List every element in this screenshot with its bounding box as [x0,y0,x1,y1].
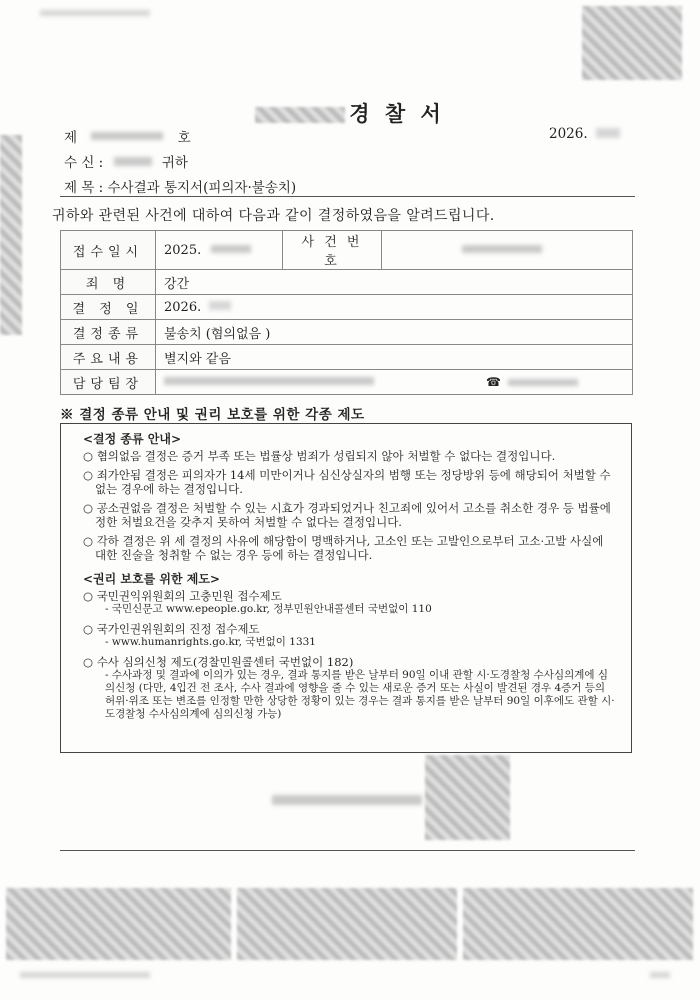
label-team-leader: 담당팀장 [61,370,156,395]
list-item: ○ 수사 심의신청 제도(경찰민원콜센터 국번없이 182) [83,655,615,669]
redacted-footer-block-3 [463,888,693,960]
list-item-detail: - www.humanrights.go.kr, 국번없이 1331 [105,636,316,648]
list-item: ○ 혐의없음 결정은 증거 부족 또는 법률상 범죄가 성립되지 않아 처벌할 수 없다는 결정입니다. [83,449,615,463]
document-date: 2026. [549,126,620,142]
guide-box [60,423,632,753]
label-case-number: 사 건 번 호 [283,231,382,270]
redacted-seal [425,755,510,840]
list-item: ○ 국민권익위원회의 고충민원 접수제도 [83,589,615,603]
value-case-number [382,231,633,270]
section1-title: <결정 종류 안내> [83,432,182,446]
table-row [61,345,633,370]
table-row [61,295,633,320]
redacted-side-strip [0,135,22,335]
list-item: ○ 국가인권위원회의 진정 접수제도 [83,622,615,636]
guide-heading: ※ 결정 종류 안내 및 권리 보호를 위한 각종 제도 [60,407,365,423]
redacted-team-leader [164,377,374,385]
list-item-detail: - 국민신문고 www.epeople.go.kr, 정부민원안내콜센터 국번없이 110 [105,603,432,615]
table-row [61,320,633,345]
redacted-case-number [462,245,542,253]
value-team-leader [156,370,633,395]
redacted-stamp-top [582,6,682,80]
redacted-phone [508,379,578,386]
table-row [61,370,633,395]
document-number: 제 호 [64,130,191,146]
document-title: 경 찰 서 [349,101,445,126]
title-row [0,98,700,128]
value-charge: 강간 [156,270,633,295]
section2-title: <권리 보호를 위한 제도> [83,572,220,586]
subject-underline [60,196,635,197]
list-item: ○ 공소권없음 결정은 처벌할 수 있는 시효가 경과되었거나 친고죄에 있어서 고소를 취소한 경우 등 법률에 정한 처벌요건을 갖추지 못하여 처벌할 수 없다는 결정입니다. [83,501,615,529]
label-charge: 죄 명 [61,270,156,295]
redacted-station-name [255,107,345,123]
value-main-content: 별지와 같음 [156,345,633,370]
redacted-header-text [40,10,150,16]
value-decision-type: 불송치 (혐의없음 ) [156,320,633,345]
redacted-footer-text [20,972,150,978]
table-row [61,270,633,295]
list-item: ○ 죄가안됨 결정은 피의자가 14세 미만이거나 심신상실자의 범행 또는 정당방위 등에 해당되어 처벌할 수 없는 경우에 하는 결정입니다. [83,468,615,496]
redacted-decision-date [209,301,231,310]
label-decision-date: 결 정 일 [61,295,156,320]
redacted-number [91,132,163,140]
case-info-table [60,230,633,395]
bottom-rule [60,850,635,851]
label-main-content: 주요내용 [61,345,156,370]
redacted-recipient [114,157,152,166]
redacted-footer-block-1 [6,888,231,960]
table-row [61,231,633,270]
label-received: 접수일시 [61,231,156,270]
notice-sentence: 귀하와 관련된 사건에 대하여 다음과 같이 결정하였음을 알려드립니다. [52,208,495,224]
redacted-footer-block-2 [237,888,457,960]
list-item: ○ 각하 결정은 위 세 결정의 사유에 해당함이 명백하거나, 고소인 또는 고발인으로부터 고소·고발 사실에 대한 진술을 청취할 수 없는 경우 등에 하는 결정입니다. [83,534,615,562]
value-received: 2025. [156,231,283,270]
phone-icon: ☎ [486,375,501,389]
subject-line: 제 목 : 수사결과 통지서(피의자·불송치) [64,180,297,196]
redacted-received-date [211,245,251,253]
redacted-signatory [272,795,422,805]
value-decision-date: 2026. [156,295,633,320]
label-decision-type: 결정종류 [61,320,156,345]
list-item-detail: - 수사과정 및 결과에 이의가 있는 경우, 결과 통지를 받은 날부터 90일 이내 관할 시·도경찰청 수사심의계에 심의신청 (다만, 4입건 전 조사, 수사 결과에 영향을 줄 수 있는 새로운 증거 또는 사실이 발견된 경우 4증거 등의 허위·위조 또는 변조를 인정할 만한 상당한 정황이 있는 경우는 결과 통지를 받은 날부터 90일 이후에도 관할 시·도경찰청 수사심의계에 심의신청 가능) [105,669,615,720]
recipient-line: 수 신 : 귀하 [64,155,188,171]
redacted-date [596,128,620,138]
redacted-page-number [650,972,670,978]
